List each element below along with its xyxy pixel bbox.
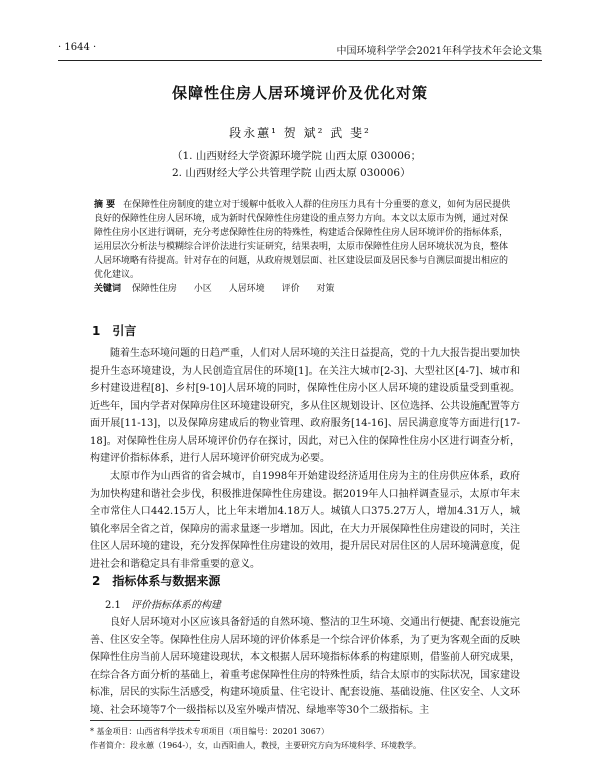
- section-title: 指标体系与数据来源: [112, 574, 221, 588]
- keyword: 评价: [281, 284, 300, 294]
- running-header: [58, 42, 542, 58]
- affiliations: [0, 148, 600, 182]
- keywords-label: 关键词: [94, 284, 122, 294]
- author-list: 段永蕙¹ 贺 斌² 武 斐²: [229, 126, 371, 140]
- affiliation-line: 2. 山西财经大学公共管理学院 山西太原 030006）: [172, 167, 411, 179]
- section-title: 引言: [112, 324, 137, 338]
- footnote-author: 作者简介：段永蕙（1964-），女，山西阳曲人，教授，主要研究方向为环境科学、环境教学。: [90, 741, 422, 750]
- affiliation-line: （1. 山西财经大学资源环境学院 山西太原 030006；: [172, 150, 422, 162]
- subsection-heading: [105, 596, 221, 611]
- paragraph: 良好人居环境对小区应该具备舒适的自然环境、整洁的卫生环境、交通出行便捷、配套设施完善、住区安全等。保障性住房人居环境的评价体系是一个综合评价体系，为了更为客观全面的反映保障性住房当前人居环境建设现状，本文根据人居环境指标体系的构建原则，借鉴前人研究成果，在综合各方面分析的基础上，着重考虑保障性住房的特殊性质，结合太原市的实际状况，国家建设标准，居民的实际生活感受，构建环境质量、住宅设计、配套设施、基础设施、住区安全、人文环境、社会环境等7个一级指标以及室外噪声情况、绿地率等30个二级指标。主: [90, 617, 520, 716]
- footnote-funding: * 基金项目：山西省科学技术专项项目（项目编号：20201 3067）: [90, 727, 329, 736]
- section-heading-introduction: [92, 322, 136, 339]
- subsection-title: 评价指标体系的构建: [130, 600, 221, 611]
- section-number: 2: [92, 574, 101, 588]
- section-number: 1: [92, 324, 101, 338]
- keywords: [94, 282, 514, 296]
- abstract-text: 在保障性住房制度的建立对于缓解中低收入人群的住房压力具有十分重要的意义，如何为居民提供良好的保障性住房人居环境，成为新时代保障性住房建设的重点努力方向。本文以太原市为例，通过对保障性住房小区进行调研，充分考虑保障性住房的特殊性，构建适合保障性住房人居环境评价的指标体系，运用层次分析法与模糊综合评价法进行实证研究，结果表明，太原市保障性住房人居环境状况为良，整体人居环境略有待提高。针对存在的问题，从政府规划层面、社区建设层面及居民参与自测层面提出相应的优化建议。: [94, 200, 511, 280]
- header-rule: [58, 60, 542, 61]
- page-number: · 1644 ·: [58, 42, 97, 53]
- keyword: 保障性住房: [131, 284, 177, 294]
- abstract: [94, 198, 514, 282]
- keyword: 小区: [193, 284, 212, 294]
- keyword: 人居环境: [228, 284, 265, 294]
- paper-title: 保障性住房人居环境评价及优化对策: [171, 84, 428, 102]
- subsection-number: 2.1: [105, 600, 121, 611]
- keyword: 对策: [316, 284, 335, 294]
- footnote-rule: [90, 720, 200, 721]
- paragraph: 太原市作为山西省的省会城市，自1998年开始建设经济适用住房为主的住房供应体系，政府为加快构建和谐社会步伐，积极推进保障性住房建设。据2019年人口抽样调查显示，太原市年末全市常住人口442.15万人，比上年末增加4.18万人。城镇人口375.27万人，增加4.31万人，城镇化率居全省之首，保障房的需求量逐一步增加。因此，在大力开展保障性住房建设的同时，关注住区人居环境的建设，充分发挥保障性住房建设的效用，提升居民对居住区的人居环境满意度，促进社会和谐稳定具有非常重要的意义。: [90, 471, 520, 570]
- section-heading-indicators: [92, 572, 220, 589]
- paragraph: 随着生态环境问题的日趋严重，人们对人居环境的关注日益提高，党的十九大报告提出要加快提升生态环境建设，为人民创造宜居住的环境[1]。在关注大城市[2-3]、大型社区[4-7]、城市和乡村建设进程[8]、乡村[9-10]人居环境的同时，保障性住房小区人居环境的建设质量受到重视。近些年，国内学者对保障房住区环境建设研究，多从住区规划设计、区位选择、公共设施配置等方面开展[11-13]，以及保障房建成后的物业管理、政府服务[14-16]、居民满意度等方面进行[17-18]。对保障性住房人居环境评价仍存在探讨，因此，对已入住的保障性住房小区进行调查分析，构建评价指标体系，进行人居环境评价研究成为必要。: [90, 348, 520, 464]
- abstract-label: 摘 要: [94, 200, 116, 210]
- journal-title: 中国环境科学学会2021年科学技术年会论文集: [336, 46, 542, 57]
